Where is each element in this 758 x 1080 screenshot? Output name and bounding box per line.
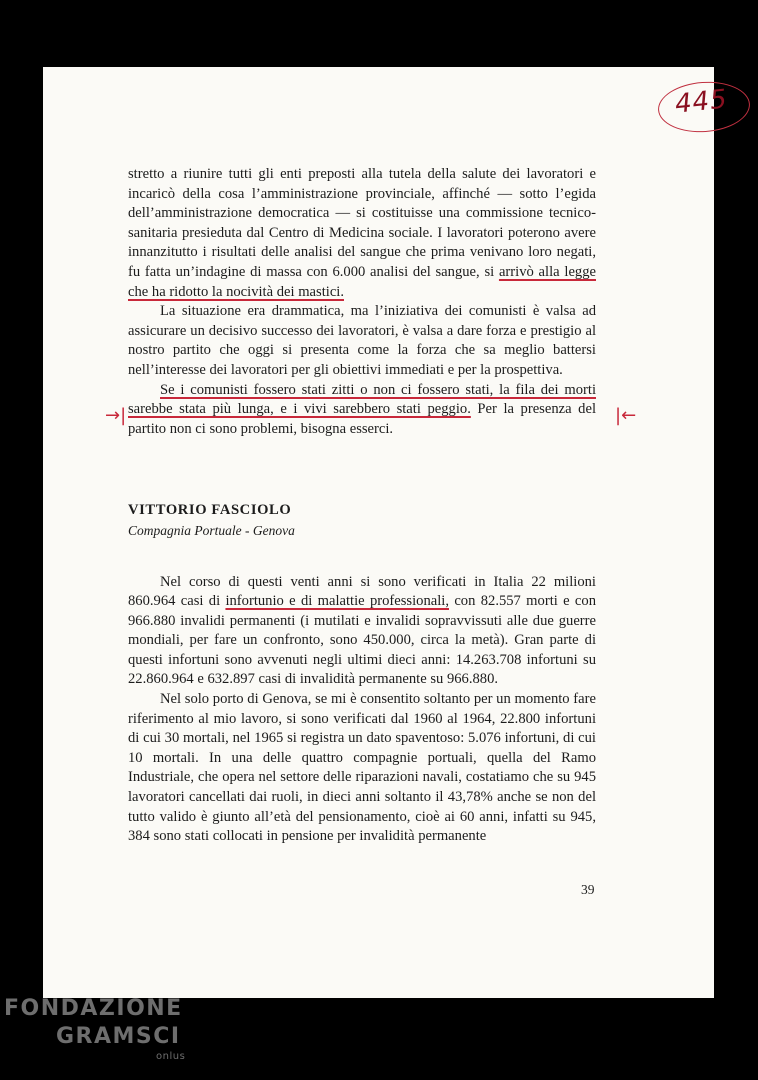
marked-text: Se i comunisti fossero stati zitti o non ci fossero stati, la fila dei morti sarebbe stata più lunga, e i vivi sarebbero stati peggio. — [128, 381, 596, 418]
paragraph: La situazione era drammatica, ma l’iniziativa dei comunisti è valsa ad assicurare un decisivo successo dei lavoratori, è valsa a dare forza e prestigio al nostro partito che oggi si presenta come la forza che sa meglio battersi nell’interesse dei lavoratori per gli obiettivi immediati e per la prospettiva. — [128, 303, 596, 378]
page-number: 39 — [581, 882, 595, 897]
body-text — [128, 165, 596, 847]
paragraph: Se i comunisti fossero stati zitti o non ci fossero stati, la fila dei morti sarebbe stata più lunga, e i vivi sarebbero stati peggio. Per la presenza del partito non ci sono problemi, bisogna esserci. — [128, 381, 596, 437]
author-name: VITTORIO FASCIOLO — [128, 502, 292, 519]
document-page — [43, 67, 730, 998]
handwritten-page-number: 445 — [673, 84, 730, 120]
margin-arrow-left-icon: →| — [105, 405, 127, 426]
margin-arrow-right-icon: |← — [615, 405, 637, 426]
author-block — [128, 501, 596, 540]
paragraph: stretto a riunire tutti gli enti preposti alla tutela della salute dei lavoratori e incaricò della cosa l’amministrazione provinciale, affinché — sotto l’egida dell’amministrazione democratica — si costituisse una commissione tecnico-sanitaria presieduta dal Centro di Medicina sociale. I lavoratori poterono avere innanzitutto i risultati delle analisi del sangue che prima venivano loro negati, fu fatta un’indagine di massa con 6.000 analisi del sangue, si arrivò alla legge che ha ridotto la nocività dei mastici. — [128, 166, 596, 300]
paragraph: Nel corso di questi venti anni si sono verificati in Italia 22 milioni 860.964 casi di infortunio e di malattie professionali, con 82.557 morti e con 966.880 invalidi permanenti (i mutilati e invalidi sopravvissuti alle due guerre mondiali, per fare un confronto, sono 450.000, circa la metà). Gran parte di questi infortuni sono avvenuti negli ultimi dieci anni: 14.263.708 infortuni su 22.860.964 e 632.897 casi di invalidità permanente su 966.880. — [128, 573, 596, 688]
fondazione-gramsci-logo: FONDAZIONE GRAMSCI onlus — [4, 996, 186, 1062]
marked-text: infortunio e di malattie professionali, — [225, 593, 449, 610]
paragraph: Nel solo porto di Genova, se mi è consentito soltanto per un momento fare riferimento al mio lavoro, si sono verificati dal 1960 al 1964, 22.800 infortuni di cui 30 mortali, nel 1965 si registra un dato spaventoso: 5.076 infortuni, di cui 10 mortali. In una delle quattro compagnie portuali, quella del Ramo Industriale, che opera nel settore delle riparazioni navali, costatiamo che su 945 lavoratori cancellati dai ruoli, in dieci anni soltanto il 43,78% anche se non del tutto valido è giunto all’età del pensionamento, cioè ai 60 anni, infatti su 945, 384 sono stati collocati in pensione per invalidità permanente — [128, 691, 596, 845]
author-organization: Compagnia Portuale - Genova — [128, 522, 295, 538]
marked-text: arrivò alla legge che ha ridotto la nocività dei mastici. — [128, 263, 596, 300]
